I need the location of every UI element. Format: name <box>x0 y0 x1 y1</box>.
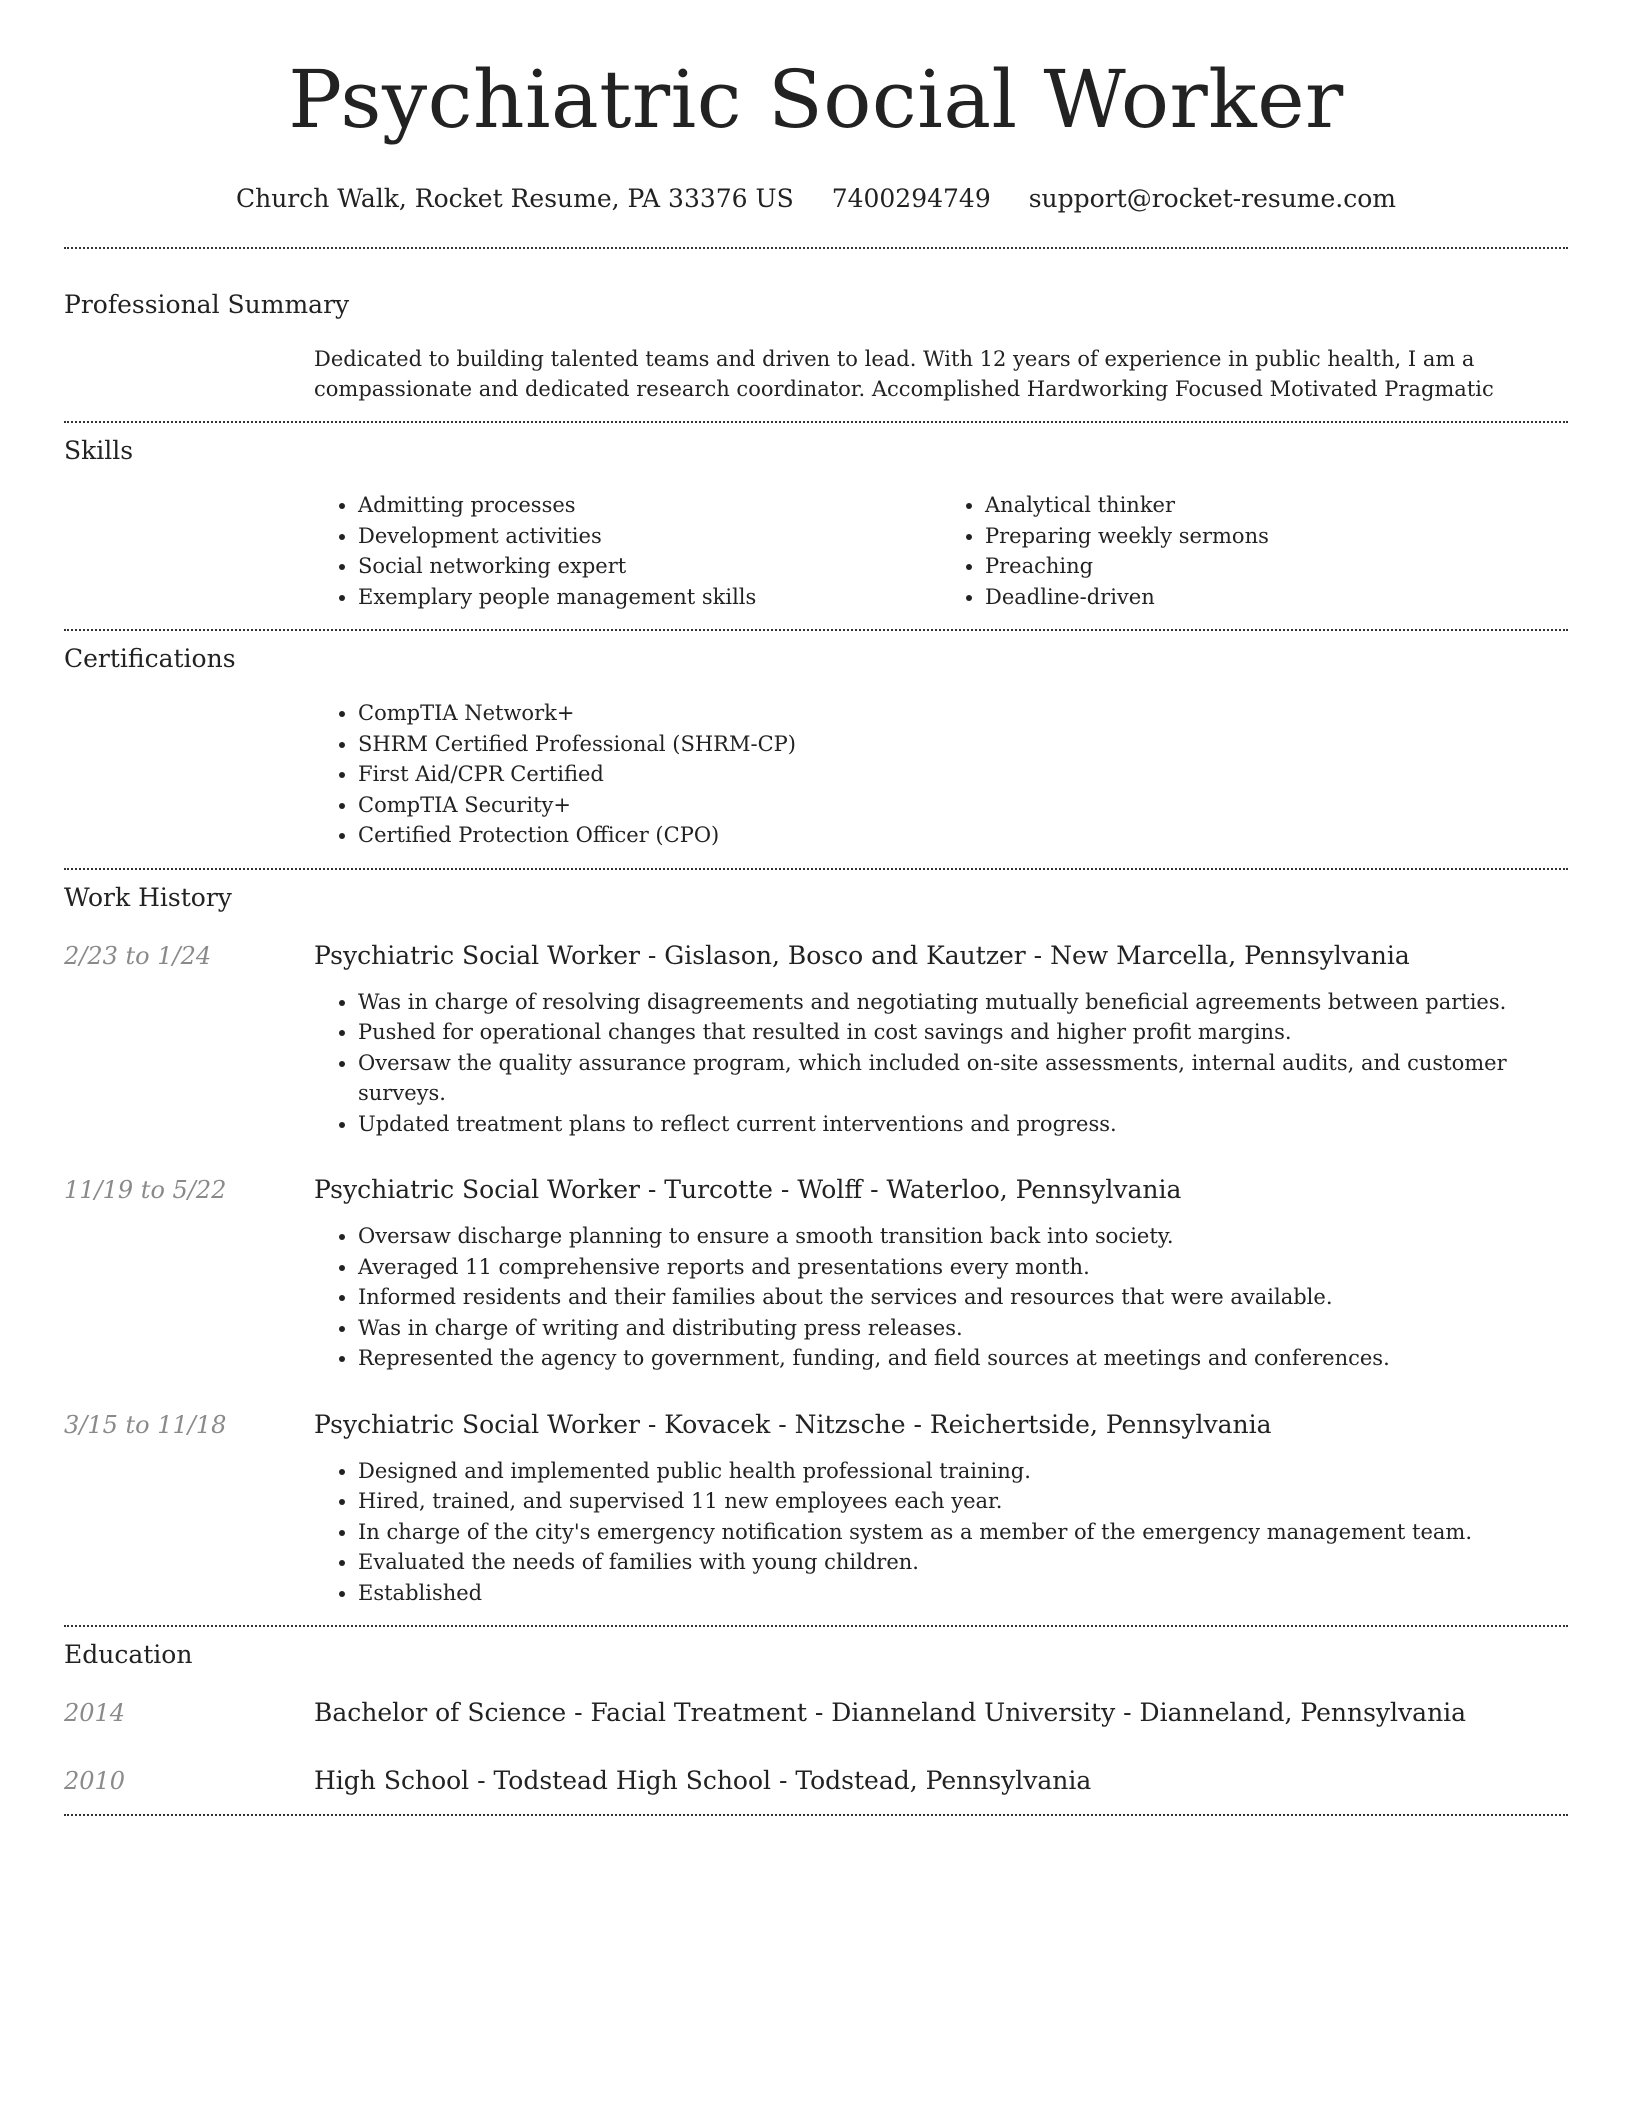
certifications-title: Certifications <box>64 644 236 673</box>
skills-grid <box>314 490 1568 612</box>
list-item: • CompTIA Network+ <box>358 698 1568 729</box>
list-item: • Pushed for operational changes that resulted in cost savings and higher profit margins. <box>358 1017 1568 1048</box>
list-item: • Hired, trained, and supervised 11 new employees each year. <box>358 1486 1568 1517</box>
summary-title: Professional Summary <box>64 290 350 319</box>
contact-line <box>64 184 1568 214</box>
education-year: 2014 <box>64 1699 126 1727</box>
summary-section <box>64 249 1568 404</box>
education-degree: High School <box>314 1766 470 1795</box>
job-entry <box>64 940 1568 1140</box>
education-degree: Bachelor of Science - Facial Treatment <box>314 1698 807 1727</box>
list-item: • Deadline-driven <box>985 582 1568 613</box>
skills-section <box>64 423 1568 612</box>
job-title: Psychiatric Social Worker - Kovacek - Nitzsche - Reichertside, Pennsylvania <box>314 1409 1272 1439</box>
list-item: • Social networking expert <box>358 551 941 582</box>
education-entry <box>64 1697 1568 1729</box>
education-entry <box>64 1765 1568 1797</box>
list-item: • Updated treatment plans to reflect current interventions and progress. <box>358 1109 1568 1140</box>
contact-address: Church Walk, Rocket Resume, PA 33376 US <box>235 184 794 213</box>
resume-name: Psychiatric Social Worker <box>288 53 1344 146</box>
resume-page <box>64 0 1568 1816</box>
list-item: • CompTIA Security+ <box>358 790 1568 821</box>
list-item: • Evaluated the needs of families with young children. <box>358 1547 1568 1578</box>
list-item: • Represented the agency to government, funding, and field sources at meetings and conferences. <box>358 1343 1568 1374</box>
job-bullets <box>314 1221 1568 1374</box>
certifications-section <box>64 631 1568 851</box>
list-item: • In charge of the city's emergency notification system as a member of the emergency management team. <box>358 1517 1568 1548</box>
list-item: • Certified Protection Officer (CPO) <box>358 820 1568 851</box>
work-title: Work History <box>64 882 232 912</box>
job-dates: 3/15 to 11/18 <box>64 1410 227 1439</box>
education-title: Education <box>64 1640 193 1669</box>
job-details <box>314 940 1568 1140</box>
job-title: Psychiatric Social Worker - Gislason, Bosco and Kautzer - New Marcella, Pennsylvania <box>314 940 1410 970</box>
job-dates: 2/23 to 1/24 <box>64 941 212 970</box>
list-item: • Was in charge of writing and distributing press releases. <box>358 1313 1568 1344</box>
certifications-body <box>314 698 1568 851</box>
education-section <box>64 1627 1568 1797</box>
education-details <box>314 1697 1568 1729</box>
work-section <box>64 870 1568 1609</box>
job-details <box>314 1174 1568 1374</box>
list-item: • Designed and implemented public health professional training. <box>358 1456 1568 1487</box>
list-item: • Admitting processes <box>358 490 941 521</box>
job-bullets <box>314 987 1568 1140</box>
skills-list-left <box>314 490 941 612</box>
education-year: 2010 <box>64 1767 126 1795</box>
contact-phone: 7400294749 <box>831 184 991 213</box>
list-item: • Oversaw the quality assurance program, which included on-site assessments, internal audits, and customer surveys. <box>358 1048 1568 1109</box>
education-school: - Todstead High School - Todstead, Pennsylvania <box>469 1766 1092 1795</box>
list-item: • Was in charge of resolving disagreements and negotiating mutually beneficial agreements between parties. <box>358 987 1568 1018</box>
list-item: • Established <box>358 1578 1568 1609</box>
list-item: • SHRM Certified Professional (SHRM-CP) <box>358 729 1568 760</box>
list-item: • Informed residents and their families about the services and resources that were available. <box>358 1282 1568 1313</box>
list-item: • Averaged 11 comprehensive reports and presentations every month. <box>358 1252 1568 1283</box>
certifications-list <box>314 698 1568 851</box>
list-item: • First Aid/CPR Certified <box>358 759 1568 790</box>
education-details <box>314 1765 1568 1797</box>
list-item: • Analytical thinker <box>985 490 1568 521</box>
list-item: • Preaching <box>985 551 1568 582</box>
job-details <box>314 1409 1568 1609</box>
divider <box>64 1814 1568 1816</box>
education-school: - Dianneland University - Dianneland, Pennsylvania <box>806 1698 1467 1727</box>
job-entry <box>64 1174 1568 1374</box>
summary-text: Dedicated to building talented teams and driven to lead. With 12 years of experience in public health, I am a compassionate and dedicated research coordinator. Accomplished Hardworking Focused Motivated Pragmatic <box>314 347 1494 401</box>
job-dates: 11/19 to 5/22 <box>64 1176 227 1204</box>
job-title: Psychiatric Social Worker - Turcotte - Wolff - Waterloo, Pennsylvania <box>314 1175 1182 1204</box>
list-item: • Preparing weekly sermons <box>985 521 1568 552</box>
skills-list-right <box>941 490 1568 612</box>
job-bullets <box>314 1456 1568 1609</box>
list-item: • Development activities <box>358 521 941 552</box>
list-item: • Oversaw discharge planning to ensure a smooth transition back into society. <box>358 1221 1568 1252</box>
contact-email: support@rocket-resume.com <box>1028 184 1397 213</box>
list-item: • Exemplary people management skills <box>358 582 941 613</box>
job-entry <box>64 1409 1568 1609</box>
skills-title: Skills <box>64 436 134 465</box>
